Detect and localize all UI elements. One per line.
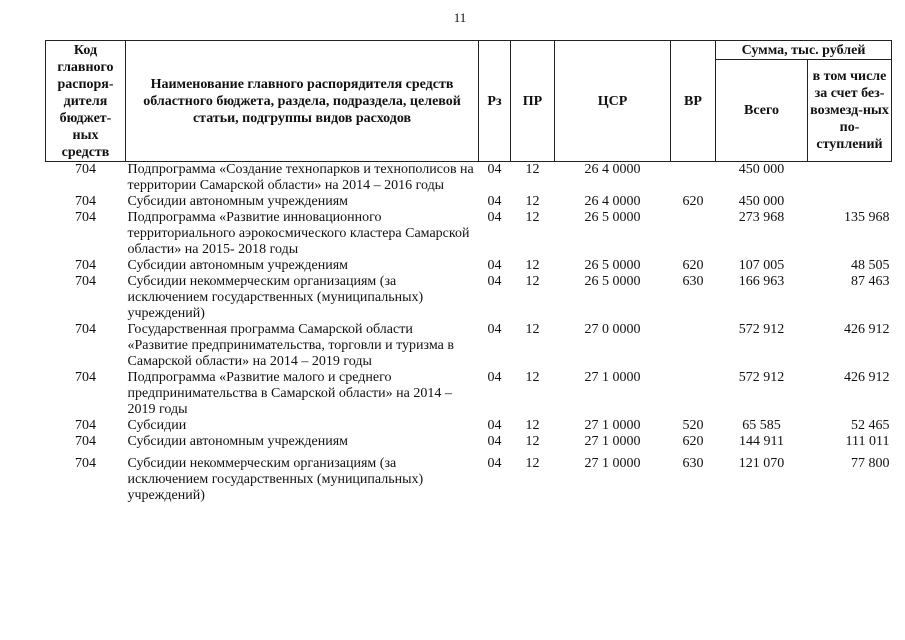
table-row bbox=[46, 210, 892, 258]
table-body bbox=[46, 162, 892, 505]
header-sum: Сумма, тыс. рублей bbox=[716, 41, 892, 60]
cell-total: 65 585 bbox=[742, 418, 781, 433]
cell-pr: 12 bbox=[525, 418, 540, 433]
cell-pr: 12 bbox=[525, 322, 540, 337]
cell-name: Государственная программа Самарской области «Развитие предпринимательства, торговли и туризма в Самарской области» на 2014 – 2019 годы bbox=[127, 322, 454, 369]
header-name: Наименование главного распорядителя средств областного бюджета, раздела, подраздела, целевой статьи, подгруппы видов расходов bbox=[126, 41, 479, 162]
header-pr: ПР bbox=[511, 41, 555, 162]
table-header bbox=[46, 41, 892, 162]
cell-code: 704 bbox=[75, 194, 96, 209]
cell-name: Субсидии автономным учреждениям bbox=[127, 194, 349, 209]
cell-incl: 426 912 bbox=[844, 322, 890, 337]
cell-csr: 26 5 0000 bbox=[584, 274, 641, 289]
cell-pr: 12 bbox=[525, 258, 540, 273]
table-row bbox=[46, 194, 892, 210]
cell-name: Подпрограмма «Развитие малого и среднего предпринимательства в Самарской области» на 2014 – 2019 годы bbox=[127, 370, 452, 417]
cell-pr: 12 bbox=[525, 210, 540, 225]
cell-incl: 48 505 bbox=[851, 258, 890, 273]
table-row bbox=[46, 418, 892, 434]
cell-name: Подпрограмма «Создание технопарков и технополисов на территории Самарской области» на 2014 – 2016 годы bbox=[127, 162, 474, 193]
cell-rz: 04 bbox=[487, 434, 502, 449]
cell-name: Субсидии некоммерческим организациям (за исключением государственных (муниципальных) учреждений) bbox=[127, 456, 424, 503]
cell-code: 704 bbox=[75, 456, 96, 471]
table-row bbox=[46, 162, 892, 195]
cell-pr: 12 bbox=[525, 456, 540, 471]
cell-total: 572 912 bbox=[738, 322, 785, 337]
cell-csr: 27 0 0000 bbox=[584, 322, 641, 337]
cell-pr: 12 bbox=[525, 194, 540, 209]
cell-rz: 04 bbox=[487, 370, 502, 385]
cell-vr: 520 bbox=[682, 418, 704, 433]
cell-csr: 26 4 0000 bbox=[584, 194, 641, 209]
cell-code: 704 bbox=[75, 210, 96, 225]
cell-code: 704 bbox=[75, 370, 96, 385]
cell-incl: 426 912 bbox=[844, 370, 890, 385]
header-vr: ВР bbox=[671, 41, 716, 162]
cell-total: 166 963 bbox=[738, 274, 785, 289]
table-row bbox=[46, 274, 892, 322]
cell-pr: 12 bbox=[525, 274, 540, 289]
cell-name: Субсидии автономным учреждениям bbox=[127, 434, 349, 449]
cell-vr: 620 bbox=[682, 194, 704, 209]
page-number: 11 bbox=[453, 10, 467, 25]
cell-incl bbox=[808, 194, 892, 210]
cell-total: 572 912 bbox=[738, 370, 785, 385]
cell-code: 704 bbox=[75, 258, 96, 273]
cell-incl: 77 800 bbox=[851, 456, 890, 471]
header-code: Код главного распоря-дителя бюджет-ных средств bbox=[46, 41, 126, 162]
cell-rz: 04 bbox=[487, 456, 502, 471]
cell-vr bbox=[671, 370, 716, 418]
cell-pr: 12 bbox=[525, 370, 540, 385]
table-row bbox=[46, 370, 892, 418]
cell-vr: 630 bbox=[682, 456, 704, 471]
table-row bbox=[46, 258, 892, 274]
header-rz: Рз bbox=[479, 41, 511, 162]
cell-rz: 04 bbox=[487, 258, 502, 273]
cell-rz: 04 bbox=[487, 210, 502, 225]
header-incl: в том числе за счет без-возмезд-ных по-ступлений bbox=[808, 60, 892, 162]
cell-total: 107 005 bbox=[738, 258, 785, 273]
table-row bbox=[46, 450, 892, 504]
cell-vr: 630 bbox=[682, 274, 704, 289]
budget-table bbox=[45, 40, 892, 504]
cell-pr: 12 bbox=[525, 434, 540, 449]
cell-incl: 52 465 bbox=[851, 418, 890, 433]
cell-total: 121 070 bbox=[738, 456, 785, 471]
cell-csr: 27 1 0000 bbox=[584, 370, 641, 385]
cell-csr: 26 4 0000 bbox=[584, 162, 641, 177]
cell-csr: 26 5 0000 bbox=[584, 258, 641, 273]
cell-total: 450 000 bbox=[738, 194, 785, 209]
cell-incl: 87 463 bbox=[851, 274, 890, 289]
cell-incl: 135 968 bbox=[844, 210, 890, 225]
cell-csr: 27 1 0000 bbox=[584, 434, 641, 449]
cell-total: 450 000 bbox=[738, 162, 785, 177]
header-total: Всего bbox=[716, 60, 808, 162]
cell-rz: 04 bbox=[487, 274, 502, 289]
table-row bbox=[46, 322, 892, 370]
cell-total: 273 968 bbox=[738, 210, 785, 225]
cell-name: Субсидии некоммерческим организациям (за исключением государственных (муниципальных) учреждений) bbox=[127, 274, 424, 321]
table-row bbox=[46, 434, 892, 450]
cell-name: Подпрограмма «Развитие инновационного территориального аэрокосмического кластера Самарской области» на 2015- 2018 годы bbox=[127, 210, 470, 257]
cell-rz: 04 bbox=[487, 162, 502, 177]
cell-code: 704 bbox=[75, 434, 96, 449]
cell-total: 144 911 bbox=[739, 434, 784, 449]
cell-incl: 111 011 bbox=[845, 434, 890, 449]
cell-vr: 620 bbox=[682, 434, 704, 449]
cell-rz: 04 bbox=[487, 418, 502, 433]
header-csr: ЦСР bbox=[555, 41, 671, 162]
cell-name: Субсидии автономным учреждениям bbox=[127, 258, 349, 273]
cell-incl bbox=[808, 162, 892, 195]
cell-vr bbox=[671, 322, 716, 370]
cell-code: 704 bbox=[75, 274, 96, 289]
cell-code: 704 bbox=[75, 418, 96, 433]
cell-csr: 27 1 0000 bbox=[584, 418, 641, 433]
cell-vr bbox=[671, 210, 716, 258]
cell-rz: 04 bbox=[487, 194, 502, 209]
cell-code: 704 bbox=[75, 322, 96, 337]
cell-pr: 12 bbox=[525, 162, 540, 177]
cell-name: Субсидии bbox=[127, 418, 187, 433]
cell-csr: 27 1 0000 bbox=[584, 456, 641, 471]
cell-csr: 26 5 0000 bbox=[584, 210, 641, 225]
cell-code: 704 bbox=[75, 162, 96, 177]
cell-vr: 620 bbox=[682, 258, 704, 273]
cell-vr bbox=[671, 162, 716, 195]
cell-rz: 04 bbox=[487, 322, 502, 337]
